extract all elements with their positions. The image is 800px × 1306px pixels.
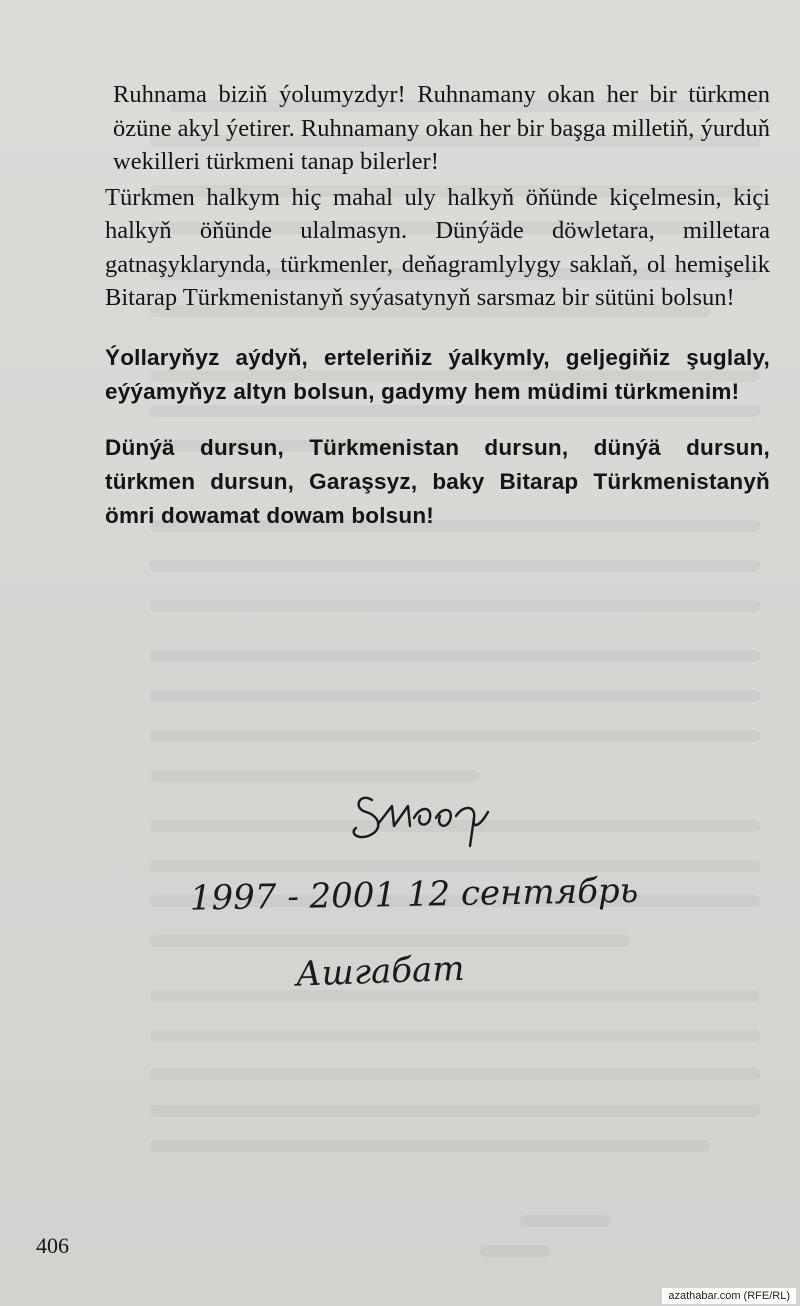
signature-date: 1997 - 2001 12 сентябрь <box>189 870 639 919</box>
paragraph-halkym: Türkmen halkym hiç mahal uly halkyň öňünde kiçelmesin, kiçi halkyň öňünde ulalmasyn. Dünýäde döwletara, milletara gatnaşyklarynda, türkmenler, deňagramlylygy saklaň, ol hemişelik Bitarap Türkmenistanyň syýasatynyň sarsmaz bir sütüni bolsun! <box>105 183 770 311</box>
paragraph-ruhnama: Ruhnama biziň ýolumyzdyr! Ruhnamany okan her bir türkmen özüne akyl ýetirer. Ruhnamany okan her bir başga milletiň, ýurduň wekilleri türkmeni tanap bilerler! <box>113 81 770 175</box>
bold-paragraph-dunya: Dünýä dursun, Türkmenistan dursun, dünýä dursun, türkmen dursun, Garaşsyz, baky Bitarap Türkmenistanyň ömri dowamat dowam bolsun! <box>105 434 770 528</box>
signature-place: Ашгабат <box>295 948 466 995</box>
bold-paragraph-yollar: Ýollaryňyz aýdyň, erteleriňiz ýalkymly, geljegiňiz şuglaly, eýýamyňyz altyn bolsun, gadymy hem müdimi türkmenim! <box>105 344 770 404</box>
photo-credit: azathabar.com (RFE/RL) <box>662 1288 796 1304</box>
page-number: 406 <box>36 1233 69 1258</box>
